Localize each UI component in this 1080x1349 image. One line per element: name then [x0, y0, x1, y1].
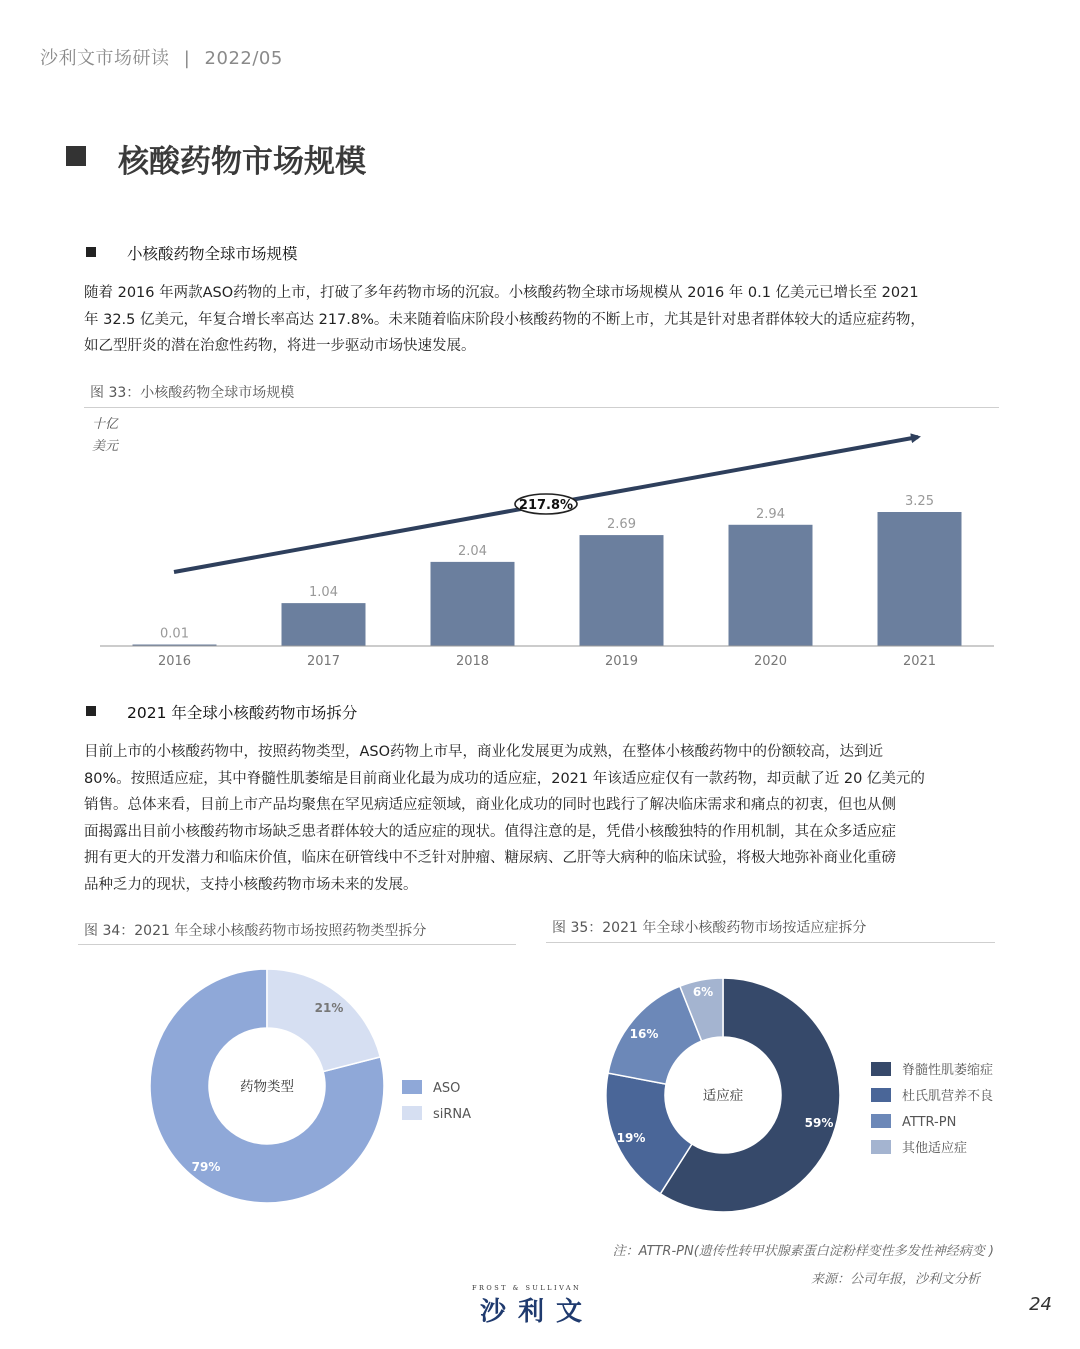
section-bullet-icon	[86, 247, 96, 257]
fig35-rule	[546, 942, 995, 943]
bar-value-label: 3.25	[905, 494, 934, 509]
fig34-rule	[78, 944, 516, 945]
section2-line: 目前上市的小核酸药物中，按照药物类型，ASO药物上市早，商业化发展更为成熟，在整体小核酸药物中的份额较高，达到近	[84, 744, 884, 760]
section-bullet-icon	[86, 706, 96, 716]
market-size-bar-chart	[0, 420, 1080, 675]
legend-label: siRNA	[433, 1107, 472, 1122]
page-title: 核酸药物市场规模	[118, 144, 366, 180]
section1-paragraph	[84, 280, 996, 360]
slice-percent-label: 6%	[692, 985, 714, 999]
bar-value-label: 2.04	[458, 543, 487, 559]
logo-text-small: FROST & SULLIVAN	[472, 1284, 582, 1292]
section2-line: 面揭露出目前小核酸药物市场缺乏患者群体较大的适应症的现状。值得注意的是，凭借小核酸独特的作用机制，其在众多适应症	[84, 823, 896, 840]
indication-donut-chart	[595, 965, 1015, 1225]
section2-line: 80%。按照适应症，其中脊髓性肌萎缩是目前商业化最为成功的适应症，2021 年该适应症仅有一款药物，却贡献了近 20 亿美元的	[84, 770, 925, 787]
bar-2019	[580, 535, 664, 646]
fig33-unit-line1: 十亿	[92, 417, 119, 432]
legend-swatch	[871, 1114, 891, 1128]
drug-type-donut-chart	[140, 960, 500, 1220]
legend-label: ATTR-PN	[902, 1115, 957, 1130]
legend-label: 其他适应症	[902, 1141, 968, 1156]
fig33-title: 图 33：小核酸药物全球市场规模	[90, 385, 295, 401]
x-tick-label: 2018	[455, 654, 490, 669]
footnote: 注：ATTR-PN(遗传性转甲状腺素蛋白淀粉样变性多发性神经病变 )	[612, 1244, 994, 1259]
header-brand: 沙利文市场研读	[40, 48, 170, 69]
section2-paragraph	[84, 739, 996, 898]
section2-line: 品种乏力的现状，支持小核酸药物市场未来的发展。	[84, 876, 418, 893]
bar-value-label: 2.69	[607, 517, 636, 533]
page-header	[40, 44, 283, 70]
x-tick-label: 2017	[306, 654, 341, 669]
section2-line: 销售。总体来看，目前上市产品均聚焦在罕见病适应症领域，商业化成功的同时也践行了解决临床需求和痛点的初衷，但也从侧	[84, 797, 896, 813]
fig33-unit-line2: 美元	[92, 439, 119, 454]
section1-title: 小核酸药物全球市场规模	[127, 245, 298, 263]
x-tick-label: 2020	[753, 654, 788, 669]
header-date: 2022/05	[204, 48, 283, 69]
bar-value-label: 0.01	[160, 626, 189, 642]
x-tick-label: 2016	[157, 654, 192, 669]
fig34-title: 图 34：2021 年全球小核酸药物市场按照药物类型拆分	[84, 923, 427, 939]
slice-percent-label: 21%	[314, 1001, 344, 1015]
bar-2017	[282, 603, 366, 646]
donut-center-label: 适应症	[702, 1088, 744, 1104]
donut-slice	[267, 969, 380, 1072]
legend-swatch	[402, 1106, 422, 1120]
cagr-label: 217.8%	[518, 498, 574, 513]
legend-label: 杜氏肌营养不良	[902, 1089, 994, 1104]
source-note: 来源：公司年报，沙利文分析	[810, 1272, 980, 1287]
header-separator: |	[183, 48, 191, 69]
bar-value-label: 2.94	[756, 506, 785, 522]
slice-percent-label: 16%	[629, 1027, 659, 1041]
section2-line: 拥有更大的开发潜力和临床价值，临床在研管线中不乏针对肿瘤、糖尿病、乙肝等大病种的临床试验，将极大地弥补商业化重磅	[84, 850, 896, 866]
section1-line: 年 32.5 亿美元，年复合增长率高达 217.8%。未来随着临床阶段小核酸药物的不断上市，尤其是针对患者群体较大的适应症药物，	[84, 311, 925, 328]
fig33-rule	[84, 407, 999, 408]
legend-swatch	[871, 1088, 891, 1102]
section1-line: 如乙型肝炎的潜在治愈性药物，将进一步驱动市场快速发展。	[84, 338, 476, 354]
legend-label: ASO	[433, 1081, 461, 1096]
legend-label: 脊髓性肌萎缩症	[902, 1063, 994, 1078]
legend-swatch	[871, 1140, 891, 1154]
logo-text: 沙利文	[480, 1297, 595, 1327]
bar-2020	[729, 525, 813, 646]
page-number: 24	[1029, 1294, 1052, 1315]
legend-swatch	[402, 1080, 422, 1094]
bar-2021	[878, 512, 962, 646]
fig35-title: 图 35：2021 年全球小核酸药物市场按适应症拆分	[552, 920, 867, 936]
donut-center-label: 药物类型	[240, 1079, 294, 1095]
section2-title: 2021 年全球小核酸药物市场拆分	[127, 704, 358, 722]
title-square-icon	[66, 146, 86, 166]
bar-value-label: 1.04	[309, 585, 338, 601]
slice-percent-label: 79%	[191, 1160, 221, 1174]
slice-percent-label: 19%	[616, 1131, 646, 1145]
section1-line: 随着 2016 年两款ASO药物的上市，打破了多年药物市场的沉寂。小核酸药物全球市场规模从 2016 年 0.1 亿美元已增长至 2021	[84, 285, 919, 301]
slice-percent-label: 59%	[804, 1116, 834, 1130]
x-tick-label: 2019	[604, 654, 639, 669]
x-tick-label: 2021	[902, 654, 937, 669]
legend-swatch	[871, 1062, 891, 1076]
bar-2018	[431, 562, 515, 646]
